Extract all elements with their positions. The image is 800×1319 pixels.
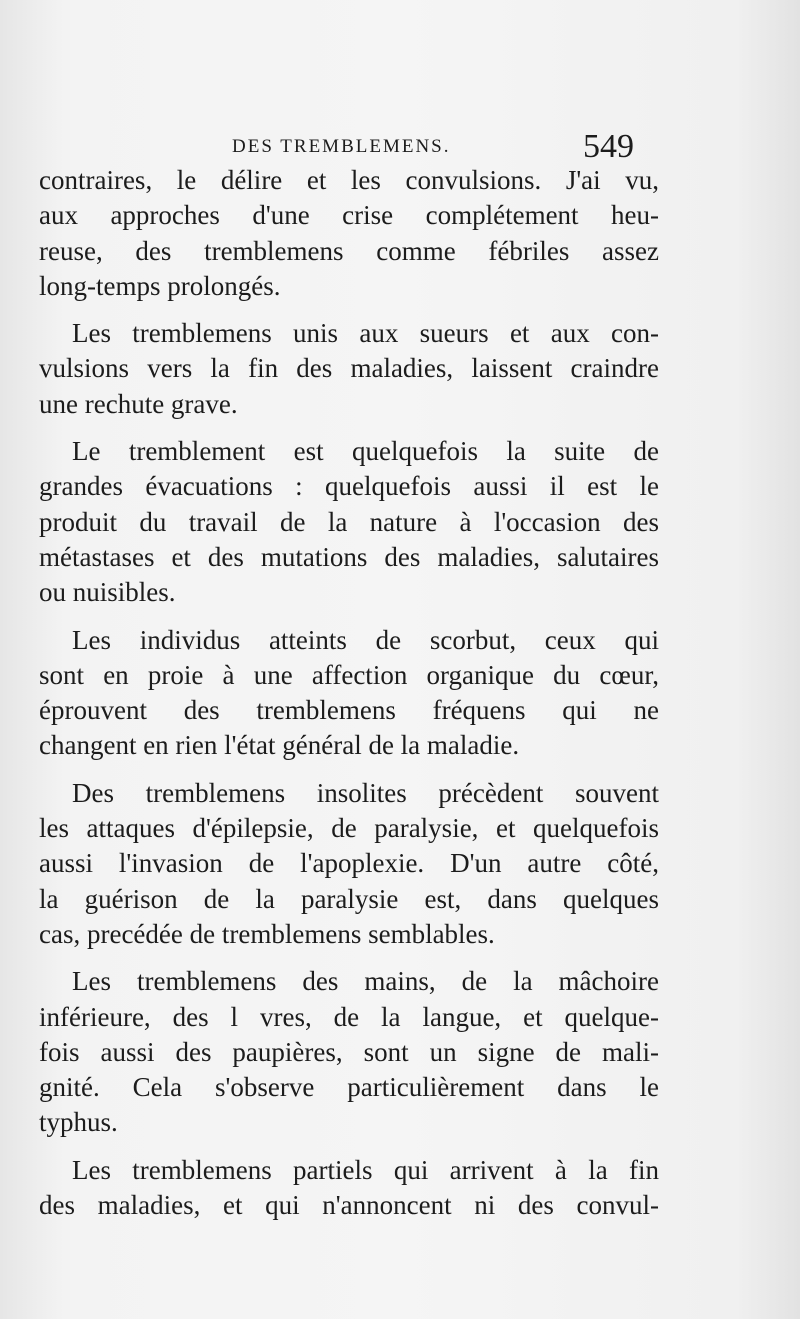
text-line: Les individus atteints de scorbut, ceux qui bbox=[72, 624, 659, 655]
text-line: changent en rien l'état général de la maladie. bbox=[39, 730, 520, 761]
text-line: grandes évacuations : quelquefois aussi il est le bbox=[39, 471, 659, 502]
paragraph bbox=[39, 776, 659, 952]
text-line: reuse, des tremblemens comme fébriles assez bbox=[39, 235, 659, 266]
paragraph bbox=[39, 434, 659, 610]
text-line: vulsions vers la fin des maladies, laissent craindre bbox=[39, 353, 659, 384]
text-line: Des tremblemens insolites précèdent souvent bbox=[72, 777, 659, 808]
text-line: inférieure, des l vres, de la langue, et quelque- bbox=[39, 1001, 659, 1032]
text-line: des maladies, et qui n'annoncent ni des convul- bbox=[39, 1190, 659, 1221]
text-line: aussi l'invasion de l'apoplexie. D'un autre côté, bbox=[39, 848, 659, 879]
text-line: fois aussi des paupières, sont un signe de mali- bbox=[39, 1036, 659, 1067]
body-text bbox=[39, 163, 659, 1223]
text-line: typhus. bbox=[39, 1107, 118, 1138]
text-line: éprouvent des tremblemens fréquens qui ne bbox=[39, 695, 659, 726]
text-line: Les tremblemens unis aux sueurs et aux con- bbox=[72, 318, 659, 349]
text-line: gnité. Cela s'observe particulièrement dans le bbox=[39, 1072, 659, 1103]
text-line: Les tremblemens des mains, de la mâchoire bbox=[72, 966, 659, 997]
text-line: une rechute grave. bbox=[39, 388, 238, 419]
text-line: ou nuisibles. bbox=[39, 577, 176, 608]
page-number: 549 bbox=[583, 128, 634, 165]
paragraph bbox=[39, 316, 659, 422]
text-line: aux approches d'une crise complétement heu- bbox=[39, 200, 659, 231]
text-line: sont en proie à une affection organique du cœur, bbox=[39, 659, 659, 690]
paragraph bbox=[39, 1153, 659, 1224]
text-line: la guérison de la paralysie est, dans quelques bbox=[39, 883, 659, 914]
text-line: produit du travail de la nature à l'occasion des bbox=[39, 506, 659, 537]
paragraph bbox=[39, 163, 659, 304]
paragraph bbox=[39, 964, 659, 1140]
text-line: métastases et des mutations des maladies, salutaires bbox=[39, 541, 659, 572]
text-line: les attaques d'épilepsie, de paralysie, et quelquefois bbox=[39, 813, 659, 844]
text-line: cas, precédée de tremblemens semblables. bbox=[39, 918, 495, 949]
text-line: Les tremblemens partiels qui arrivent à la fin bbox=[72, 1154, 659, 1185]
text-line: contraires, le délire et les convulsions. J'ai vu, bbox=[39, 165, 659, 195]
text-line: Le tremblement est quelquefois la suite de bbox=[72, 436, 659, 467]
running-title: DES TREMBLEMENS. bbox=[232, 136, 451, 157]
text-line: long-temps prolongés. bbox=[39, 270, 281, 301]
paragraph bbox=[39, 623, 659, 764]
